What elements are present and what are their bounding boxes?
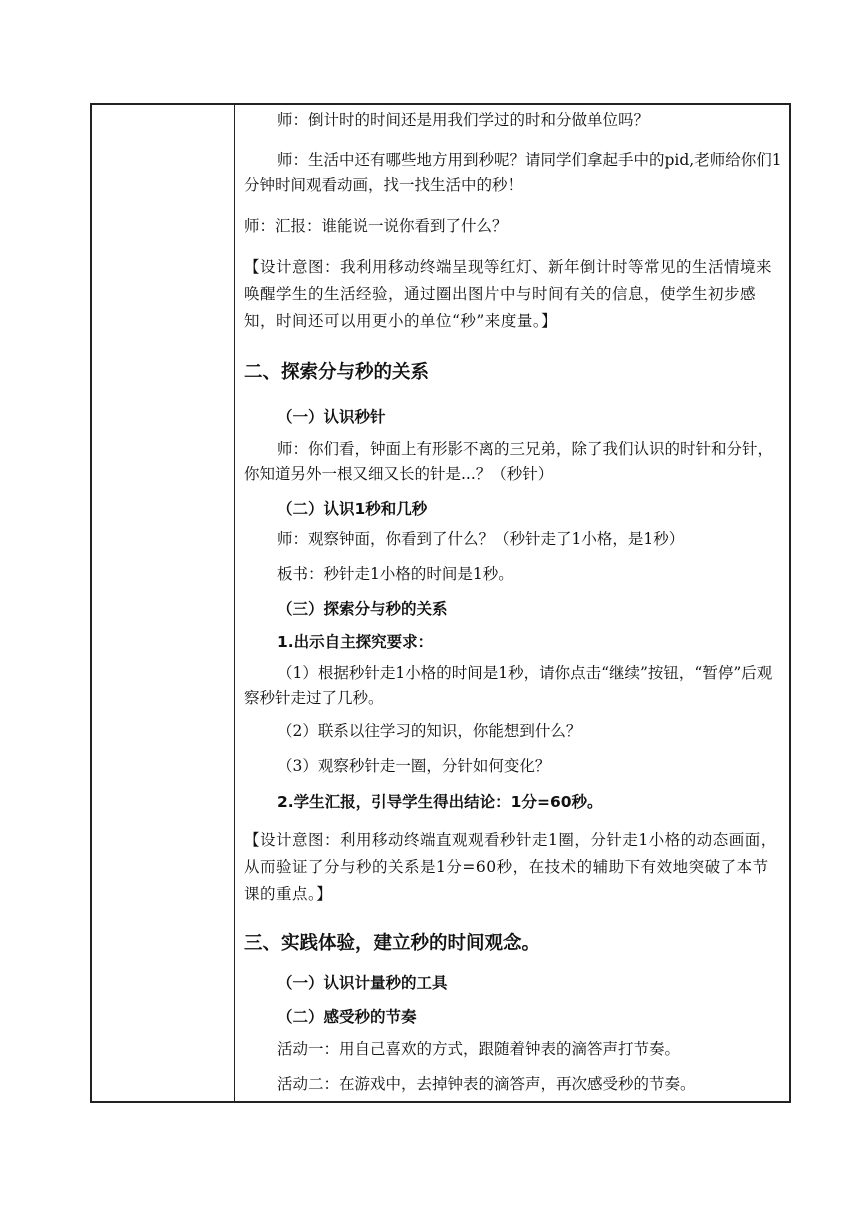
requirement-2: （2）联系以往学习的知识，你能想到什么？ [277, 722, 582, 740]
subheading-timing-tools: （一）认识计量秒的工具 [277, 974, 448, 992]
subheading-one-second: （二）认识1秒和几秒 [277, 500, 428, 518]
requirement-1: （1）根据秒针走1小格的时间是1秒，请你点击“继续”按钮，“暂停”后观察秒针走过了几秒。 [244, 664, 773, 707]
paragraph-teacher-report: 师：汇报：谁能说一说你看到了什么？ [244, 217, 508, 235]
paragraph-three-hands: 师：你们看，钟面上有形影不离的三兄弟，除了我们认识的时针和分针，你知道另外一根又细又长的针是...？（秒针） [244, 440, 774, 483]
activity-2: 活动二：在游戏中，去掉钟表的滴答声，再次感受秒的节奏。 [277, 1075, 696, 1093]
subheading-explore-relation: （三）探索分与秒的关系 [277, 600, 448, 618]
subheading-rhythm: （二）感受秒的节奏 [277, 1008, 417, 1026]
paragraph-blackboard: 板书：秒针走1小格的时间是1秒。 [277, 565, 514, 583]
paragraph-teacher-question: 师：倒计时的时间还是用我们学过的时和分做单位吗？ [277, 111, 650, 129]
subheading-student-report: 2.学生汇报，引导学生得出结论：1分=60秒。 [277, 793, 603, 811]
subheading-second-hand: （一）认识秒针 [277, 408, 386, 426]
design-intent-note-1: 【设计意图：我利用移动终端呈现等红灯、新年倒计时等常见的生活情境来唤醒学生的生活经验，通过圈出图片中与时间有关的信息，使学生初步感知，时间还可以用更小的单位“秒”来度量。】 [244, 258, 773, 330]
paragraph-observe-clock: 师：观察钟面，你看到了什么？（秒针走了1小格，是1秒） [277, 530, 685, 548]
section-heading-3: 三、实践体验，建立秒的时间观念。 [244, 933, 541, 954]
paragraph-teacher-video: 师：生活中还有哪些地方用到秒呢？请同学们拿起手中的pid,老师给你们1分钟时间观看动画，找一找生活中的秒！ [244, 151, 782, 194]
section-heading-2: 二、探索分与秒的关系 [244, 362, 430, 383]
table-left-cell [92, 105, 233, 1101]
subheading-requirements: 1.出示自主探究要求： [277, 633, 434, 651]
requirement-3: （3）观察秒针走一圈，分针如何变化？ [277, 757, 551, 775]
design-intent-note-2: 【设计意图：利用移动终端直观观看秒针走1圈，分针走1小格的动态画面，从而验证了分与秒的关系是1分=60秒，在技术的辅助下有效地突破了本节课的重点。】 [244, 831, 777, 903]
activity-1: 活动一：用自己喜欢的方式，跟随着钟表的滴答声打节奏。 [277, 1040, 681, 1058]
table-column-divider [234, 103, 235, 1103]
